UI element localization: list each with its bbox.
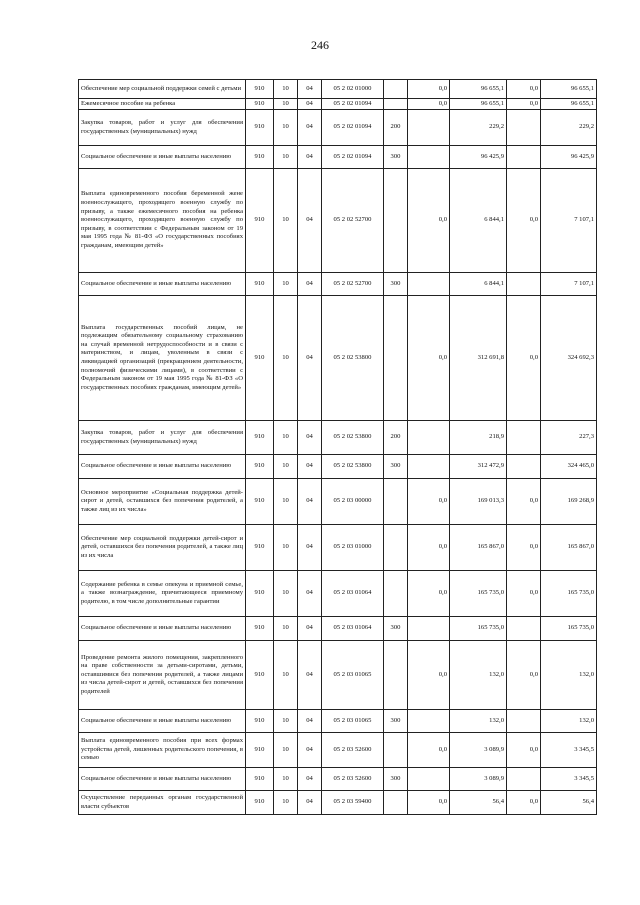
row-name: Основное мероприятие «Социальная поддержка детей-сирот и детей, оставшихся без попечения родителей, а также лиц из их числа» [79, 479, 246, 525]
row-name: Содержание ребенка в семье опекуна и приемной семье, а также вознаграждение, причитающееся приемному родителю, в том числе дополнительные гарантии [79, 571, 246, 617]
expense-type: 300 [384, 617, 408, 641]
table-row [79, 617, 597, 641]
amount-4: 3 345,5 [541, 768, 597, 791]
amount-3: 0,0 [507, 571, 541, 617]
amount-2: 165 735,0 [450, 571, 507, 617]
budget-table [78, 79, 597, 815]
amount-4: 165 735,0 [541, 617, 597, 641]
expense-type [384, 99, 408, 110]
section-code: 10 [274, 479, 298, 525]
amount-3: 0,0 [507, 479, 541, 525]
amount-1: 0,0 [408, 571, 450, 617]
amount-1 [408, 146, 450, 169]
subsection-code: 04 [298, 296, 322, 421]
amount-1: 0,0 [408, 733, 450, 768]
row-name: Социальное обеспечение и иные выплаты населению [79, 273, 246, 296]
amount-1: 0,0 [408, 80, 450, 99]
row-name: Осуществление переданных органам государственной власти субъектов [79, 791, 246, 815]
amount-2: 165 867,0 [450, 525, 507, 571]
target-article: 05 2 02 53800 [322, 455, 384, 479]
table-row [79, 791, 597, 815]
amount-2: 132,0 [450, 641, 507, 710]
section-code: 10 [274, 80, 298, 99]
row-name: Выплата единовременного пособия беременной жене военнослужащего, проходящего военную службу по призыву, а также ежемесячного пособия на ребенка военнослужащего, проходящего военную службу по призыву, в соответствии с Федеральным законом от 19 мая 1995 года № 81-ФЗ «О государственных пособиях гражданам, имеющим детей» [79, 169, 246, 273]
section-code: 10 [274, 768, 298, 791]
section-code: 10 [274, 791, 298, 815]
amount-1: 0,0 [408, 99, 450, 110]
table-row [79, 99, 597, 110]
amount-2: 96 425,9 [450, 146, 507, 169]
row-name: Обеспечение мер социальной поддержки детей-сирот и детей, оставшихся без попечения родителей, а также лиц из их числа [79, 525, 246, 571]
target-article: 05 2 03 01064 [322, 571, 384, 617]
ministry-code: 910 [246, 733, 274, 768]
subsection-code: 04 [298, 768, 322, 791]
amount-3: 0,0 [507, 791, 541, 815]
amount-3 [507, 617, 541, 641]
amount-2: 6 844,1 [450, 273, 507, 296]
amount-3 [507, 455, 541, 479]
amount-4: 96 655,1 [541, 80, 597, 99]
table-row [79, 525, 597, 571]
section-code: 10 [274, 525, 298, 571]
subsection-code: 04 [298, 273, 322, 296]
expense-type [384, 525, 408, 571]
section-code: 10 [274, 146, 298, 169]
expense-type [384, 80, 408, 99]
amount-2: 56,4 [450, 791, 507, 815]
expense-type [384, 571, 408, 617]
target-article: 05 2 03 01000 [322, 525, 384, 571]
section-code: 10 [274, 733, 298, 768]
amount-4: 165 735,0 [541, 571, 597, 617]
page-number: 246 [311, 38, 329, 52]
ministry-code: 910 [246, 296, 274, 421]
table-row [79, 768, 597, 791]
table-row [79, 479, 597, 525]
expense-type [384, 641, 408, 710]
amount-4: 165 867,0 [541, 525, 597, 571]
subsection-code: 04 [298, 421, 322, 455]
amount-3: 0,0 [507, 169, 541, 273]
target-article: 05 2 03 00000 [322, 479, 384, 525]
amount-4: 7 107,1 [541, 273, 597, 296]
amount-1: 0,0 [408, 641, 450, 710]
target-article: 05 2 02 52700 [322, 169, 384, 273]
row-name: Социальное обеспечение и иные выплаты населению [79, 768, 246, 791]
target-article: 05 2 03 01065 [322, 710, 384, 733]
amount-2: 229,2 [450, 110, 507, 146]
section-code: 10 [274, 169, 298, 273]
amount-2: 132,0 [450, 710, 507, 733]
section-code: 10 [274, 99, 298, 110]
row-name: Закупка товаров, работ и услуг для обеспечения государственных (муниципальных) нужд [79, 421, 246, 455]
table-row [79, 455, 597, 479]
subsection-code: 04 [298, 617, 322, 641]
subsection-code: 04 [298, 169, 322, 273]
amount-2: 312 472,9 [450, 455, 507, 479]
expense-type: 300 [384, 455, 408, 479]
amount-3: 0,0 [507, 296, 541, 421]
table-row [79, 110, 597, 146]
table-row [79, 80, 597, 99]
amount-2: 3 089,9 [450, 733, 507, 768]
amount-1: 0,0 [408, 791, 450, 815]
amount-4: 227,3 [541, 421, 597, 455]
ministry-code: 910 [246, 479, 274, 525]
table-row [79, 571, 597, 617]
amount-3: 0,0 [507, 80, 541, 99]
amount-2: 96 655,1 [450, 99, 507, 110]
target-article: 05 2 02 01094 [322, 110, 384, 146]
expense-type [384, 479, 408, 525]
section-code: 10 [274, 571, 298, 617]
amount-2: 312 691,8 [450, 296, 507, 421]
amount-4: 96 655,1 [541, 99, 597, 110]
subsection-code: 04 [298, 80, 322, 99]
expense-type [384, 169, 408, 273]
amount-2: 169 013,3 [450, 479, 507, 525]
amount-1 [408, 273, 450, 296]
amount-4: 3 345,5 [541, 733, 597, 768]
ministry-code: 910 [246, 571, 274, 617]
amount-2: 3 089,9 [450, 768, 507, 791]
target-article: 05 2 03 52600 [322, 733, 384, 768]
table-row [79, 146, 597, 169]
expense-type: 300 [384, 768, 408, 791]
amount-3 [507, 710, 541, 733]
expense-type: 200 [384, 110, 408, 146]
amount-4: 169 268,9 [541, 479, 597, 525]
subsection-code: 04 [298, 146, 322, 169]
ministry-code: 910 [246, 273, 274, 296]
expense-type: 200 [384, 421, 408, 455]
target-article: 05 2 02 01000 [322, 80, 384, 99]
target-article: 05 2 02 52700 [322, 273, 384, 296]
amount-3 [507, 146, 541, 169]
amount-4: 324 692,3 [541, 296, 597, 421]
ministry-code: 910 [246, 421, 274, 455]
subsection-code: 04 [298, 571, 322, 617]
amount-4: 96 425,9 [541, 146, 597, 169]
row-name: Закупка товаров, работ и услуг для обеспечения государственных (муниципальных) нужд [79, 110, 246, 146]
subsection-code: 04 [298, 525, 322, 571]
amount-4: 7 107,1 [541, 169, 597, 273]
section-code: 10 [274, 455, 298, 479]
expense-type: 300 [384, 273, 408, 296]
ministry-code: 910 [246, 525, 274, 571]
amount-2: 6 844,1 [450, 169, 507, 273]
subsection-code: 04 [298, 99, 322, 110]
expense-type: 300 [384, 146, 408, 169]
ministry-code: 910 [246, 617, 274, 641]
ministry-code: 910 [246, 146, 274, 169]
section-code: 10 [274, 296, 298, 421]
table-row [79, 641, 597, 710]
row-name: Социальное обеспечение и иные выплаты населению [79, 710, 246, 733]
ministry-code: 910 [246, 99, 274, 110]
ministry-code: 910 [246, 710, 274, 733]
target-article: 05 2 03 59400 [322, 791, 384, 815]
amount-3: 0,0 [507, 733, 541, 768]
amount-4: 56,4 [541, 791, 597, 815]
amount-3 [507, 273, 541, 296]
section-code: 10 [274, 421, 298, 455]
subsection-code: 04 [298, 479, 322, 525]
section-code: 10 [274, 617, 298, 641]
table-row [79, 710, 597, 733]
amount-1 [408, 421, 450, 455]
ministry-code: 910 [246, 110, 274, 146]
amount-1: 0,0 [408, 525, 450, 571]
row-name: Социальное обеспечение и иные выплаты населению [79, 146, 246, 169]
amount-3 [507, 110, 541, 146]
ministry-code: 910 [246, 80, 274, 99]
section-code: 10 [274, 110, 298, 146]
expense-type [384, 791, 408, 815]
subsection-code: 04 [298, 791, 322, 815]
table-row [79, 169, 597, 273]
row-name: Социальное обеспечение и иные выплаты населению [79, 455, 246, 479]
amount-2: 165 735,0 [450, 617, 507, 641]
amount-2: 218,9 [450, 421, 507, 455]
target-article: 05 2 03 01064 [322, 617, 384, 641]
amount-3 [507, 421, 541, 455]
row-name: Выплата единовременного пособия при всех формах устройства детей, лишенных родительского попечения, в семью [79, 733, 246, 768]
subsection-code: 04 [298, 733, 322, 768]
subsection-code: 04 [298, 641, 322, 710]
table-row [79, 733, 597, 768]
amount-1: 0,0 [408, 169, 450, 273]
amount-1 [408, 455, 450, 479]
target-article: 05 2 02 01094 [322, 146, 384, 169]
amount-3: 0,0 [507, 99, 541, 110]
expense-type: 300 [384, 710, 408, 733]
amount-4: 132,0 [541, 641, 597, 710]
ministry-code: 910 [246, 641, 274, 710]
target-article: 05 2 03 01065 [322, 641, 384, 710]
table-row [79, 296, 597, 421]
amount-1 [408, 110, 450, 146]
row-name: Социальное обеспечение и иные выплаты населению [79, 617, 246, 641]
amount-4: 132,0 [541, 710, 597, 733]
table-row [79, 421, 597, 455]
ministry-code: 910 [246, 768, 274, 791]
amount-3: 0,0 [507, 525, 541, 571]
amount-1 [408, 768, 450, 791]
row-name: Выплата государственных пособий лицам, не подлежащим обязательному социальному страхованию на случай временной нетрудоспособности и в связи с материнством, и лицам, уволенным в связи с ликвидацией организаций (прекращением деятельности, полномочий физическими лицами), в соответствии с Федеральным законом от 19 мая 1995 года № 81-ФЗ «О государственных пособиях гражданам, имеющим детей» [79, 296, 246, 421]
amount-1 [408, 710, 450, 733]
expense-type [384, 733, 408, 768]
amount-4: 229,2 [541, 110, 597, 146]
ministry-code: 910 [246, 169, 274, 273]
amount-3 [507, 768, 541, 791]
subsection-code: 04 [298, 710, 322, 733]
target-article: 05 2 02 53800 [322, 296, 384, 421]
target-article: 05 2 02 53800 [322, 421, 384, 455]
subsection-code: 04 [298, 455, 322, 479]
expense-type [384, 296, 408, 421]
amount-1 [408, 617, 450, 641]
section-code: 10 [274, 641, 298, 710]
row-name: Проведение ремонта жилого помещения, закрепленного на праве собственности за детьми-сиротами, детьми, оставшимися без попечения родителей, а также лицами из числа детей-сирот и детей, оставшихся без попечения родителей [79, 641, 246, 710]
amount-3: 0,0 [507, 641, 541, 710]
row-name: Ежемесячное пособие на ребенка [79, 99, 246, 110]
amount-1: 0,0 [408, 479, 450, 525]
section-code: 10 [274, 273, 298, 296]
amount-1: 0,0 [408, 296, 450, 421]
amount-4: 324 465,0 [541, 455, 597, 479]
amount-2: 96 655,1 [450, 80, 507, 99]
ministry-code: 910 [246, 791, 274, 815]
target-article: 05 2 03 52600 [322, 768, 384, 791]
section-code: 10 [274, 710, 298, 733]
ministry-code: 910 [246, 455, 274, 479]
target-article: 05 2 02 01094 [322, 99, 384, 110]
row-name: Обеспечение мер социальной поддержки семей с детьми [79, 80, 246, 99]
table-row [79, 273, 597, 296]
subsection-code: 04 [298, 110, 322, 146]
